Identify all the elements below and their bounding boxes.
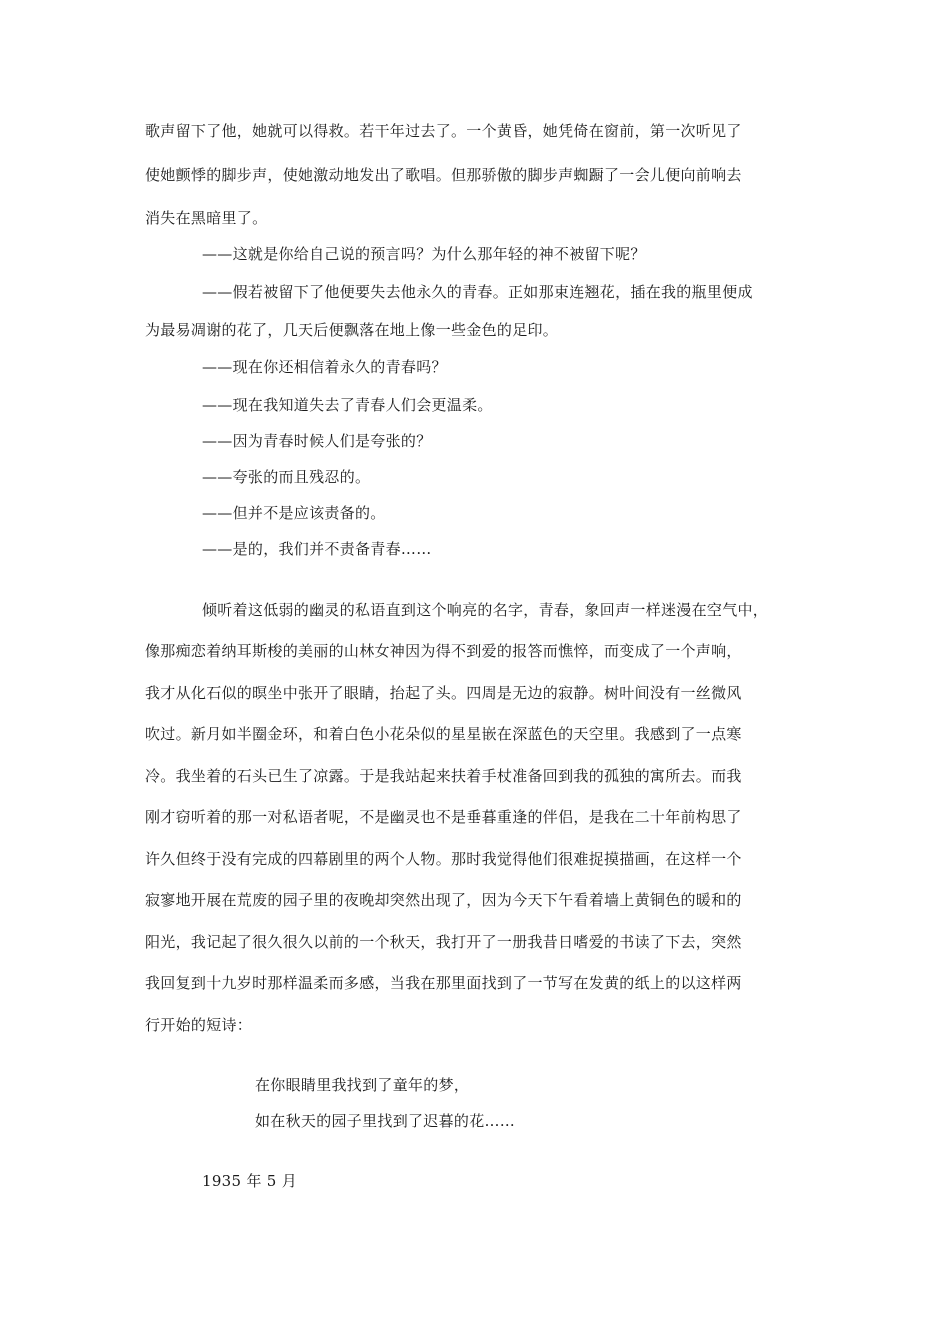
paragraph-line: 刚才窃听着的那一对私语者呢，不是幽灵也不是垂暮重逢的伴侣，是我在二十年前构思了 xyxy=(145,808,742,826)
dialogue-line: ——但并不是应该责备的。 xyxy=(202,504,386,522)
dialogue-line: ——假若被留下了他便要失去他永久的青春。正如那束连翘花，插在我的瓶里便成 xyxy=(202,283,753,301)
dialogue-line: ——是的，我们并不责备青春…… xyxy=(202,540,432,558)
date-line: 1935 年 5 月 xyxy=(202,1172,298,1190)
paragraph-line: 许久但终于没有完成的四幕剧里的两个人物。那时我觉得他们很难捉摸描画，在这样一个 xyxy=(145,850,742,868)
poem-line: 如在秋天的园子里找到了迟暮的花…… xyxy=(255,1112,516,1130)
dialogue-line: ——现在你还相信着永久的青春吗？ xyxy=(202,358,447,376)
paragraph-line: 消失在黑暗里了。 xyxy=(145,209,268,227)
paragraph-line: 我回复到十九岁时那样温柔而多感，当我在那里面找到了一节写在发黄的纸上的以这样两 xyxy=(145,974,742,992)
paragraph-line: 吹过。新月如半圈金环，和着白色小花朵似的星星嵌在深蓝色的天空里。我感到了一点寒 xyxy=(145,725,742,743)
dialogue-line: ——因为青春时候人们是夸张的？ xyxy=(202,432,432,450)
paragraph-line: 像那痴恋着纳耳斯梭的美丽的山林女神因为得不到爱的报答而憔悴，而变成了一个声响， xyxy=(145,642,742,660)
poem-line: 在你眼睛里我找到了童年的梦， xyxy=(255,1076,470,1094)
dialogue-line: ——夸张的而且残忍的。 xyxy=(202,468,371,486)
paragraph-line: 冷。我坐着的石头已生了凉露。于是我站起来扶着手杖准备回到我的孤独的寓所去。而我 xyxy=(145,767,742,785)
paragraph-line: 寂寥地开展在荒废的园子里的夜晚却突然出现了，因为今天下午看着墙上黄铜色的暖和的 xyxy=(145,891,742,909)
paragraph-line: 倾听着这低弱的幽灵的私语直到这个响亮的名字，青春，象回声一样迷漫在空气中， xyxy=(202,601,769,619)
paragraph-line: 阳光，我记起了很久很久以前的一个秋天，我打开了一册我昔日嗜爱的书读了下去，突然 xyxy=(145,933,742,951)
paragraph-line: 行开始的短诗： xyxy=(145,1016,253,1034)
paragraph-line: 歌声留下了他，她就可以得救。若干年过去了。一个黄昏，她凭倚在窗前，第一次听见了 xyxy=(145,122,742,140)
dialogue-line: 为最易凋谢的花了，几天后便飘落在地上像一些金色的足印。 xyxy=(145,321,559,339)
dialogue-line: ——这就是你给自己说的预言吗？为什么那年轻的神不被留下呢？ xyxy=(202,245,646,263)
paragraph-line: 我才从化石似的暝坐中张开了眼睛，抬起了头。四周是无边的寂静。树叶间没有一丝微风 xyxy=(145,684,742,702)
paragraph-line: 使她颤悸的脚步声，使她激动地发出了歌唱。但那骄傲的脚步声蜘蹰了一会儿便向前响去 xyxy=(145,166,742,184)
dialogue-line: ——现在我知道失去了青春人们会更温柔。 xyxy=(202,396,493,414)
